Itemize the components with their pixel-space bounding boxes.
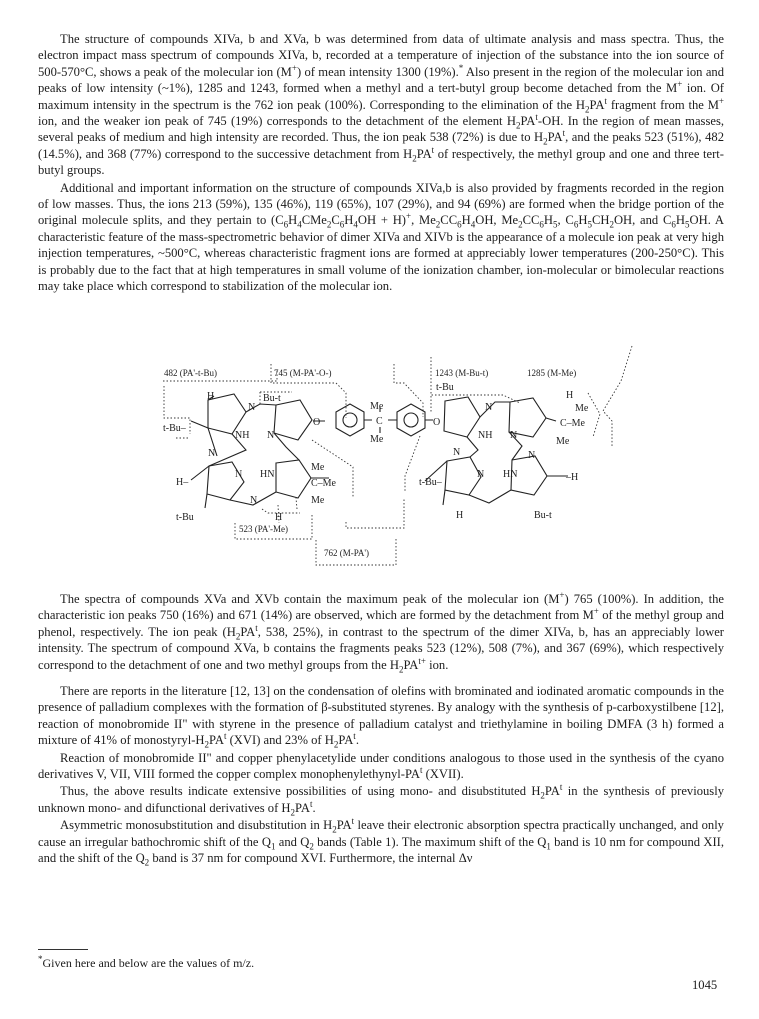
atom-n-3: N [208, 448, 216, 459]
atom-n-r1: N [485, 402, 493, 413]
paragraph-spectra-xv: The spectra of compounds XVa and XVb contain the maximum peak of the molecular ion (M+) 765 (100%). In addition, the characteristic ion peaks 750 (16%) and 671 (14%) are observed, which are formed by the detachment from M+ of the methyl group and phenol, respectively. The ion peak ($H_2PA^t$, 538, 25%), in contrast to the spectrum of the dimer XIVa, b, has an appreciably lower intensity. The spectrum of compound XVa, b contains the fragments peaks 523 (12%), 508 (7%), and 367 (69%), which respectively correspond to the detachment of one and two methyl groups from the $H_2PA^{t+}$ ion. [38, 589, 724, 675]
page-number: 1045 [692, 978, 718, 992]
atom-n-r2: N [510, 430, 518, 441]
atom-h-top-left: H [207, 391, 215, 402]
atom-hn-1: HN [260, 469, 275, 480]
label-523: 523 (PA'-Me) [239, 524, 289, 534]
atom-n-5: N [250, 495, 258, 506]
lower-text [38, 591, 724, 868]
phenyl-ring-right [397, 404, 425, 436]
pyrrole-ring-top-left-r [444, 397, 480, 437]
atom-h-right: –H [566, 472, 579, 483]
label-1285: 1285 (M-Me) [527, 368, 577, 378]
atom-o-2: O [433, 417, 441, 428]
paragraph-literature: There are reports in the literature [12, 13] on the condensation of olefins with brominated and iodinated aromatic compounds in the presence of palladium complexes with the formation of β-substituted styrenes. By analogy with the synthesis of p-carboxystilbene [12], reaction of monobromide II" with styrene in the presence of palladium catalyst and triethylamine in boiling DMFA (3 h) formed a mixture of 41% of monostyryl-$H_2PA^t$ (XVI) and 23% of $H_2PA^t$. [38, 684, 724, 750]
atom-tbu-left: t-Bu– [163, 423, 186, 434]
atom-me-right-top: Me [575, 403, 589, 414]
atom-cme-left: C–Me [311, 478, 336, 489]
atom-bu-top: Bu-t [263, 393, 281, 404]
atom-me-left-chain-2: Me [311, 495, 325, 506]
atom-me-bridge-top: Me [370, 401, 384, 412]
pyrrole-ring-bottom-left [207, 462, 244, 500]
phenyl-ring-left [336, 404, 364, 436]
footnote-rule [38, 949, 88, 950]
atom-h-right-bottom: H [456, 510, 464, 521]
atom-n-2: N [267, 430, 275, 441]
footnote: *Given here and below are the values of m/z. [38, 954, 255, 970]
atom-tbu-right-left: t-Bu– [419, 477, 442, 488]
label-482: 482 (PA'-t-Bu) [164, 368, 218, 378]
pyrrole-ring-bottom-right [276, 460, 311, 498]
label-762: 762 (M-PA') [324, 548, 370, 558]
paragraph-asymmetric: Asymmetric monosubstitution and disubstitution in $H_2PA^t$ leave their electronic absorption spectra practically unchanged, and only cause an irregular bathochromic shift of the $Q_1$ and $Q_2$ bands (Table 1). The maximum shift of the $Q_1$ band is 10 nm for compound XII, and the shift of the $Q_2$ band is 37 nm for compound XVI. Furthermore, the internal Δν [38, 816, 725, 868]
atom-h-bottom: H [275, 512, 283, 523]
atom-h-right-top: H [566, 390, 574, 401]
right-porphyrazine [425, 397, 568, 505]
atom-h-left: H– [176, 477, 189, 488]
atom-hn-r1: HN [503, 469, 518, 480]
atom-nh-r1: NH [478, 430, 493, 441]
atom-me-left-chain: Me [311, 462, 325, 473]
paragraph-thus: Thus, the above results indicate extensive possibilities of using mono- and disubstituted $H_2PA^t$ in the synthesis of previously unknown mono- and difunctional derivatives of $H_2PA^t$. [38, 782, 725, 818]
pyrrole-ring-top-right [274, 400, 312, 440]
label-745: 745 (M-PA'-O-) [274, 368, 332, 378]
atom-nh-1: NH [235, 430, 250, 441]
label-1243: 1243 (M-Bu-t) [435, 368, 489, 378]
atom-n-4: N [235, 469, 243, 480]
atom-o-1: O [313, 417, 321, 428]
pyrrole-ring-bottom-left-r [445, 457, 481, 495]
paragraph-low-masses: Additional and important information on the structure of compounds XIVa,b is also provided by fragments recorded in the region of low masses. Thus, the ions 213 (59%), 135 (46%), 119 (65%), 107 (29%), and 94 (69%) are formed when the bridge portion of the original molecule splits, and they pertain to $(C_6H_4CMe_2C_6H_4OH + H)^+$, $Me_2CC_6H_4OH$, $Me_2CC_6H_5$, $C_6H_5CH_2OH$, and $C_6H_5OH$. A characteristic feature of the mass-spectrometric behavior of dimer XIVa and XIVb is the appearance of a molecule ion peak at very high injection temperatures, ~500°C, whereas characteristic fragment ions are formed at appreciably lower temperatures (200-250°C). This is probably due to the fact that at high temperatures in small volume of the ionization chamber, ion-molecular or bimolecular reactions may take place which correspond to stabilization of the molecular ion. [38, 180, 724, 294]
atom-me-bridge-bottom: Me [370, 434, 384, 445]
atom-tbu-bottom-left: t-Bu [176, 512, 194, 523]
atom-me-right-bottom: Me [556, 436, 570, 447]
atom-tbu-right-top: t-Bu [436, 382, 454, 393]
paragraph-monobromide: Reaction of monobromide II" and copper phenylacetylide under conditions analogous to those used in the synthesis of the cyano derivatives V, VII, VIII formed the copper complex monophenylethynyl-$PA^t$ (XVII). [38, 750, 724, 782]
atom-n-r3: N [453, 447, 461, 458]
paragraph-structure: The structure of compounds XIVa, b and XVa, b was determined from data of ultimate analysis and mass spectra. Thus, the electron impact mass spectrum of compounds XIVa, b, recorded at a temperature of injection of the substance into the ion source of 500-570°C, shows a peak of the molecular ion (M+) of mean intensity 1300 (19%).* Also present in the region of the molecular ion and peaks of low intensity (~1%), 1285 and 1243, formed when a methyl and a tert-butyl group become detached from the M+ ion. Of maximum intensity in the spectrum is the 762 ion peak (100%). Corresponding to the elimination of the $H_2PA^t$ fragment from the M+ ion, and the weaker ion peak of 745 (19%) corresponds to the detachment of the element $H_2PA^t-OH$. In the region of mean masses, several peaks of medium and high intensity are recorded. Thus, the ion peak 538 (72%) is due to $H_2PA^t$, and the peaks 523 (51%), 482 (14.5%), and 368 (77%) correspond to the successive detachment from $H_2PA^t$ of respectively, the methyl group and one and three tert-butyl groups. [38, 32, 725, 178]
atom-n-r4: N [477, 469, 485, 480]
atom-n-r5: N [528, 450, 536, 461]
atom-cme-right: C–Me [560, 418, 585, 429]
atom-c-bridge: C [376, 416, 383, 427]
atom-bu-right-bottom: Bu-t [534, 510, 552, 521]
atom-labels [163, 382, 589, 523]
atom-n-1: N [248, 402, 256, 413]
bisphenol-bridge [336, 404, 433, 436]
